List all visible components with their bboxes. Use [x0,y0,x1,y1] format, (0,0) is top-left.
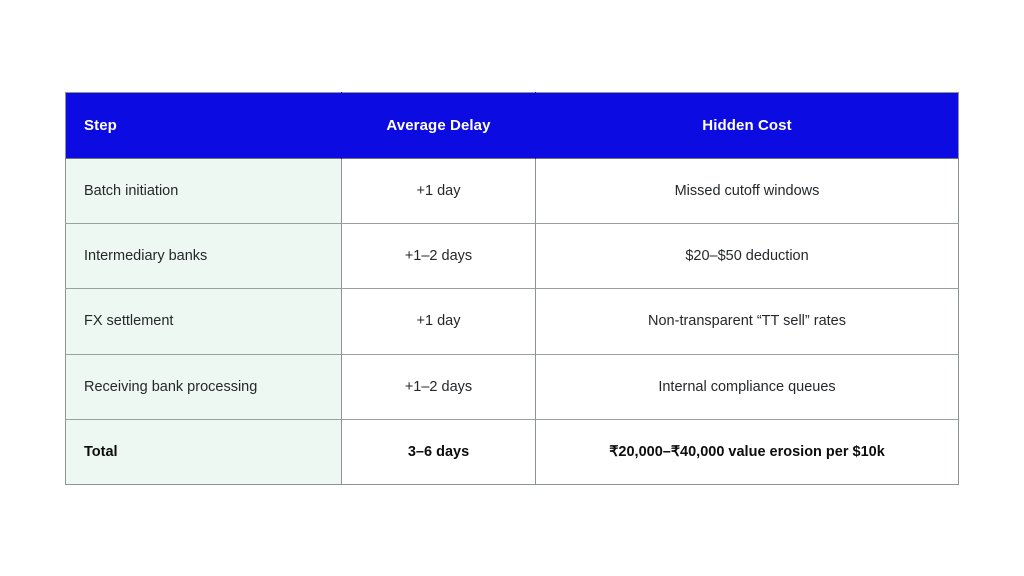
cell-hidden-cost: Non-transparent “TT sell” rates [536,289,959,354]
cell-average-delay: +1 day [342,289,536,354]
cell-step: Batch initiation [66,159,342,224]
cell-average-delay-total: 3–6 days [342,419,536,484]
cell-step: Intermediary banks [66,224,342,289]
cell-average-delay: +1–2 days [342,354,536,419]
cell-step: Receiving bank processing [66,354,342,419]
table-body [66,159,959,485]
table-header [66,93,959,159]
cell-step: FX settlement [66,289,342,354]
table-row-total [66,419,959,484]
cell-hidden-cost: Internal compliance queues [536,354,959,419]
cell-average-delay: +1–2 days [342,224,536,289]
table-row [66,224,959,289]
hidden-cost-table [65,92,959,485]
cell-hidden-cost: Missed cutoff windows [536,159,959,224]
hidden-cost-table-container [65,92,958,485]
cell-step-total: Total [66,419,342,484]
table-header-row [66,93,959,159]
cell-average-delay: +1 day [342,159,536,224]
cell-hidden-cost: $20–$50 deduction [536,224,959,289]
column-header-average-delay: Average Delay [342,93,536,159]
column-header-step: Step [66,93,342,159]
cell-hidden-cost-total: ₹20,000–₹40,000 value erosion per $10k [536,419,959,484]
table-row [66,354,959,419]
column-header-hidden-cost: Hidden Cost [536,93,959,159]
table-row [66,159,959,224]
table-row [66,289,959,354]
